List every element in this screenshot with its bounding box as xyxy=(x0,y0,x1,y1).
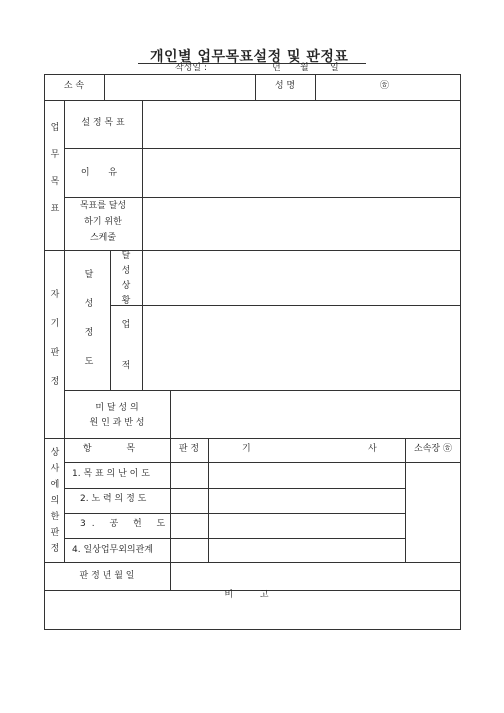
date-year: 년 xyxy=(272,63,281,73)
self-assessment-section-label: 자 기 판 정 xyxy=(50,290,60,387)
criteria-daily-work-judgment[interactable] xyxy=(171,539,207,561)
schedule-label-line3: 스케줄 xyxy=(89,233,117,243)
note-header-right: 사 xyxy=(368,444,377,454)
criteria-contribution-note[interactable] xyxy=(209,514,404,538)
criteria-daily-work-note[interactable] xyxy=(209,539,404,561)
name-field[interactable] xyxy=(316,75,376,99)
date-day: 일 xyxy=(330,63,339,73)
schedule-label-line2: 하기 위한 xyxy=(84,217,122,227)
goal-set-field[interactable] xyxy=(143,101,460,147)
achievement-status-field[interactable] xyxy=(143,251,460,304)
shortfall-reflection-field[interactable] xyxy=(171,391,460,437)
department-head-header: 소속장 ㉭ xyxy=(414,444,452,454)
criteria-difficulty-judgment[interactable] xyxy=(171,463,207,487)
affiliation-field[interactable] xyxy=(105,75,254,99)
name-label: 성 명 xyxy=(274,81,296,91)
department-head-signature-field[interactable] xyxy=(406,463,460,561)
achievement-level-label: 달 성 정 도 xyxy=(84,270,94,367)
remarks-label: 비 고 xyxy=(224,590,281,600)
item-header: 항 목 xyxy=(82,444,152,454)
criteria-difficulty-label: 1. 목 표 의 난 이 도 xyxy=(72,469,150,479)
schedule-label-line1: 목표를 달성 xyxy=(79,201,127,211)
seal-mark: ㉭ xyxy=(380,81,390,91)
date-label: 작성일 : xyxy=(175,63,207,73)
note-header-left: 기 xyxy=(242,444,251,454)
judgment-date-field[interactable] xyxy=(171,563,460,589)
goal-set-label: 설 정 목 표 xyxy=(81,118,125,128)
supervisor-section-label: 상 사 에 의 한 판 정 xyxy=(50,448,60,554)
criteria-daily-work-label: 4. 일상업무외의관계 xyxy=(72,545,154,555)
shortfall-label-line2: 원 인 과 반 성 xyxy=(89,418,145,428)
performance-field[interactable] xyxy=(143,306,460,389)
judgment-date-label: 판 정 년 월 일 xyxy=(79,571,135,581)
reason-label: 이 유 xyxy=(80,168,126,178)
criteria-contribution-judgment[interactable] xyxy=(171,514,207,538)
date-month: 월 xyxy=(300,63,309,73)
criteria-contribution-label: 3. 공 헌 도 xyxy=(80,519,172,529)
achievement-status-label: 달 성 상 황 xyxy=(121,251,131,306)
page-title: 개인별 업무목표설정 및 판정표 xyxy=(150,49,349,65)
performance-label: 업 적 xyxy=(121,320,131,371)
affiliation-label: 소 속 xyxy=(63,81,85,91)
judgment-header: 판 정 xyxy=(178,444,200,454)
schedule-field[interactable] xyxy=(143,198,460,249)
work-goal-section-label: 업 무 목 표 xyxy=(50,123,60,214)
criteria-effort-note[interactable] xyxy=(209,489,404,513)
criteria-effort-label: 2. 노 력 의 정 도 xyxy=(80,494,147,504)
criteria-difficulty-note[interactable] xyxy=(209,463,404,487)
remarks-field[interactable] xyxy=(45,602,460,629)
reason-field[interactable] xyxy=(143,149,460,196)
criteria-effort-judgment[interactable] xyxy=(171,489,207,513)
shortfall-label-line1: 미 달 성 의 xyxy=(95,403,139,413)
